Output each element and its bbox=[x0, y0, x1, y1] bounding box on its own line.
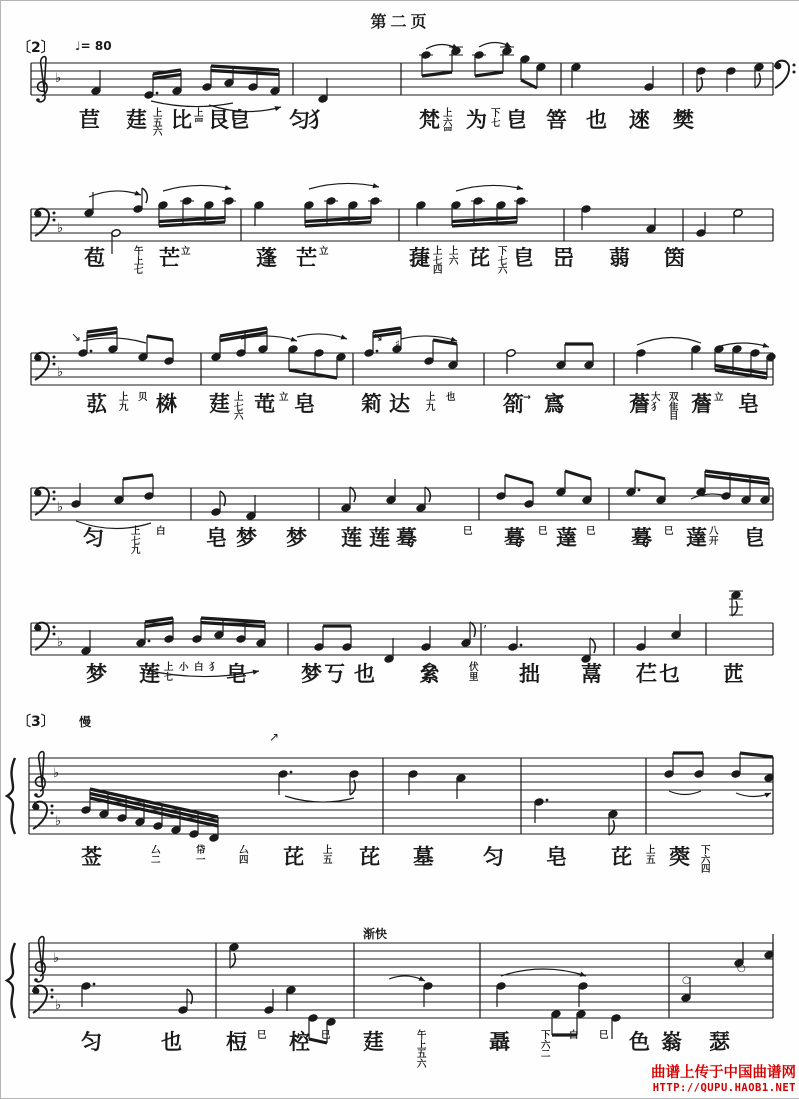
jianzipu-annotation: 伏 里 bbox=[469, 662, 479, 683]
page-title: 第二页 bbox=[370, 12, 431, 31]
jianzipu-annotation: 上 六 罒 bbox=[443, 108, 453, 139]
svg-text:↘: ↘ bbox=[71, 330, 82, 344]
jianzipu-char: 莛 bbox=[209, 391, 230, 416]
jianzipu-char: 芢 bbox=[636, 661, 657, 686]
jianzipu-annotation: 上 五 bbox=[646, 845, 656, 866]
jianzipu-char: 丂 bbox=[324, 661, 345, 686]
jianzipu-char: 莲 bbox=[139, 661, 160, 686]
jianzipu-char: 皂 bbox=[206, 525, 227, 550]
jianzipu-char: 比 bbox=[171, 107, 192, 132]
jianzipu-annotation: 上 九 bbox=[119, 392, 129, 413]
jianzipu-annotation: 立 bbox=[319, 246, 329, 257]
jianzipu-annotation: 巳 bbox=[599, 1030, 609, 1041]
jianzipu-annotation: 犭 bbox=[209, 662, 219, 673]
jianzipu-char: 匀 bbox=[289, 107, 310, 132]
jianzipu-annotation: 上 五 bbox=[323, 845, 333, 866]
jianzipu-annotation: 白 bbox=[194, 662, 204, 673]
jianzipu-char: 色 bbox=[629, 1029, 650, 1054]
jianzipu-annotation: 双 隹 目 bbox=[669, 392, 679, 423]
jianzipu-char: 薝 bbox=[691, 391, 712, 416]
jianzipu-char: 芘 bbox=[359, 844, 380, 869]
jianzipu-annotation: 午 上 五 六 bbox=[417, 1030, 427, 1071]
jianzipu-annotation: 也 bbox=[446, 392, 456, 403]
jianzipu-char: 也 bbox=[161, 1029, 182, 1054]
jianzipu-char: 筃 bbox=[664, 245, 685, 270]
jianzipu-char: 薘 bbox=[556, 525, 577, 550]
jianzipu-annotation: 下 六 四 bbox=[701, 845, 711, 876]
jianzipu-char: 匀 bbox=[81, 1029, 102, 1054]
jianzipu-char: 箚 bbox=[503, 391, 524, 416]
jianzipu-char: 蓵 bbox=[409, 245, 430, 270]
jianzipu-annotation: 上 七 九 bbox=[131, 526, 141, 557]
jianzipu-annotation: → bbox=[523, 392, 531, 403]
jianzipu-annotation: 巳 bbox=[586, 526, 596, 537]
section-marking: 〔2〕 bbox=[17, 40, 55, 56]
svg-text:♭: ♭ bbox=[57, 500, 64, 515]
jianzipu-char: 岊 bbox=[553, 245, 574, 270]
jianzipu-char: 皂 bbox=[546, 844, 567, 869]
jianzipu-char: 梦 bbox=[236, 525, 257, 550]
jianzipu-char: 棥 bbox=[156, 391, 177, 416]
jianzipu-char: 芚 bbox=[254, 391, 275, 416]
section-marking: ♩= 80 bbox=[75, 39, 112, 53]
svg-text:♭: ♭ bbox=[55, 814, 62, 829]
jianzipu-annotation: 上 七 四 bbox=[433, 246, 443, 277]
jianzipu-char: 寪 bbox=[544, 391, 565, 416]
jianzipu-annotation: 上 六 bbox=[449, 246, 459, 267]
jianzipu-annotation: 上 五 六 bbox=[153, 108, 163, 139]
jianzipu-annotation: 上 七 bbox=[164, 662, 174, 683]
svg-text:♭: ♭ bbox=[57, 221, 64, 236]
jianzipu-char: 皂 bbox=[226, 661, 247, 686]
jianzipu-char: 蓦 bbox=[504, 525, 525, 550]
jianzipu-char: 乜 bbox=[659, 661, 680, 686]
jianzipu-char: 苣 bbox=[79, 107, 100, 132]
jianzipu-char: 筣 bbox=[361, 391, 382, 416]
section-marking: 〔3〕 bbox=[17, 714, 55, 730]
jianzipu-char: 梦 bbox=[286, 525, 307, 550]
jianzipu-char: 苉 bbox=[723, 661, 744, 686]
jianzipu-char: 皀 bbox=[506, 107, 527, 132]
jianzipu-char: 葖 bbox=[669, 844, 690, 869]
jianzipu-annotation: 立 bbox=[714, 392, 724, 403]
svg-text:○: ○ bbox=[737, 963, 746, 974]
jianzipu-char: 椌 bbox=[289, 1029, 310, 1054]
watermark bbox=[651, 1061, 796, 1094]
jianzipu-char: 梦 bbox=[301, 661, 322, 686]
jianzipu-char: 嵡 bbox=[661, 1029, 682, 1054]
jianzipu-annotation: 上 七 六 bbox=[234, 392, 244, 423]
jianzipu-annotation: 上 罒 bbox=[194, 108, 204, 129]
jianzipu-annotation: 白 bbox=[569, 1030, 579, 1041]
jianzipu-char: 皀 bbox=[744, 525, 765, 550]
jianzipu-annotation: 下 七 bbox=[491, 108, 501, 129]
svg-text:’: ’ bbox=[483, 624, 488, 639]
jianzipu-annotation: 贝 bbox=[138, 392, 148, 403]
jianzipu-annotation: 巳 bbox=[257, 1030, 267, 1041]
jianzipu-annotation: 午 上 七 bbox=[134, 246, 144, 277]
jianzipu-char: 蓦 bbox=[396, 525, 417, 550]
jianzipu-char: 也 bbox=[586, 107, 607, 132]
jianzipu-char: 也 bbox=[354, 661, 375, 686]
jianzipu-char: 芘 bbox=[469, 245, 490, 270]
watermark-site-name: 曲谱上传于中国曲谱网 bbox=[651, 1065, 796, 1081]
jianzipu-char: 莛 bbox=[126, 107, 147, 132]
svg-text:↗: ↗ bbox=[269, 730, 280, 744]
jianzipu-char: 芘 bbox=[611, 844, 632, 869]
jianzipu-char: 皂 bbox=[738, 391, 759, 416]
jianzipu-char: 蓦 bbox=[631, 525, 652, 550]
jianzipu-char: 芘 bbox=[283, 844, 304, 869]
jianzipu-char: 芒 bbox=[296, 245, 317, 270]
watermark-url: HTTP://QUPU.HAOB1.NET bbox=[652, 1082, 796, 1094]
jianzipu-annotation: 下 七 六 bbox=[498, 246, 508, 277]
jianzipu-char: 艮 bbox=[208, 107, 229, 132]
jianzipu-char: 梦 bbox=[86, 661, 107, 686]
jianzipu-char: 箁 bbox=[546, 107, 567, 132]
svg-text:♭: ♭ bbox=[53, 766, 60, 781]
section-marking: 慢 bbox=[79, 715, 92, 729]
jianzipu-char: 皀 bbox=[513, 245, 534, 270]
svg-text:♭: ♭ bbox=[55, 998, 62, 1013]
svg-text:♭: ♭ bbox=[57, 365, 64, 380]
jianzipu-annotation: 巳 bbox=[538, 526, 548, 537]
jianzipu-char: 蒻 bbox=[609, 245, 630, 270]
svg-text:♭: ♭ bbox=[57, 635, 64, 650]
jianzipu-char: 匀 bbox=[483, 844, 504, 869]
jianzipu-char: 苞 bbox=[84, 245, 105, 270]
jianzipu-annotation: 厶 二 bbox=[151, 845, 161, 866]
jianzipu-char: 皀 bbox=[229, 107, 250, 132]
jianzipu-char: 薝 bbox=[629, 391, 650, 416]
jianzipu-annotation: 厶 四 bbox=[239, 845, 249, 866]
jianzipu-char: 为 bbox=[466, 107, 487, 132]
jianzipu-char: 絫 bbox=[419, 661, 440, 686]
jianzipu-annotation: 巳 bbox=[463, 526, 473, 537]
jianzipu-char: 拙 bbox=[519, 661, 540, 686]
svg-text:♭: ♭ bbox=[53, 951, 60, 966]
svg-text:♯: ♯ bbox=[395, 339, 400, 350]
jianzipu-char: 瑟 bbox=[709, 1029, 730, 1054]
jianzipu-char: 匀 bbox=[83, 525, 104, 550]
jianzipu-annotation: 巳 bbox=[664, 526, 674, 537]
jianzipu-char: 莲 bbox=[341, 525, 362, 550]
jianzipu-annotation: 白 bbox=[156, 526, 166, 537]
section-marking: 渐快 bbox=[363, 927, 388, 941]
jianzipu-annotation: 上 九 bbox=[426, 392, 436, 413]
jianzipu-char: 梪 bbox=[226, 1029, 247, 1054]
jianzipu-char: 蒚 bbox=[581, 661, 602, 686]
jianzipu-annotation: 立 bbox=[279, 392, 289, 403]
jianzipu-char: 梵 bbox=[419, 107, 440, 132]
jianzipu-char: 达 bbox=[389, 391, 410, 416]
jianzipu-char: 芒 bbox=[159, 245, 180, 270]
jianzipu-char: 樊 bbox=[673, 107, 694, 132]
svg-text:↘: ↘ bbox=[373, 330, 384, 344]
jianzipu-annotation: 巳 bbox=[321, 1030, 331, 1041]
jianzipu-char: 苰 bbox=[86, 391, 107, 416]
jianzipu-annotation: 下 六 二 bbox=[541, 1030, 551, 1061]
jianzipu-char: 莛 bbox=[363, 1029, 384, 1054]
jianzipu-annotation: 八 开 bbox=[709, 526, 719, 547]
jianzipu-annotation: 大 犭 bbox=[651, 392, 661, 413]
jianzipu-char: 蓬 bbox=[256, 245, 277, 270]
jianzipu-char: 聶 bbox=[489, 1029, 510, 1054]
jianzipu-char: 薘 bbox=[686, 525, 707, 550]
jianzipu-char: 墓 bbox=[413, 844, 434, 869]
jianzipu-char: 皂 bbox=[294, 391, 315, 416]
jianzipu-annotation: 小 bbox=[179, 662, 189, 673]
svg-text:♭: ♭ bbox=[55, 71, 62, 86]
jianzipu-char: 莲 bbox=[369, 525, 390, 550]
jianzipu-annotation: 帒 一 bbox=[196, 845, 206, 866]
jianzipu-char: 犭 bbox=[308, 107, 329, 132]
jianzipu-char: 莶 bbox=[81, 844, 102, 869]
jianzipu-annotation: 立 bbox=[181, 246, 191, 257]
svg-text:○: ○ bbox=[682, 975, 691, 986]
jianzipu-char: 逨 bbox=[629, 107, 650, 132]
